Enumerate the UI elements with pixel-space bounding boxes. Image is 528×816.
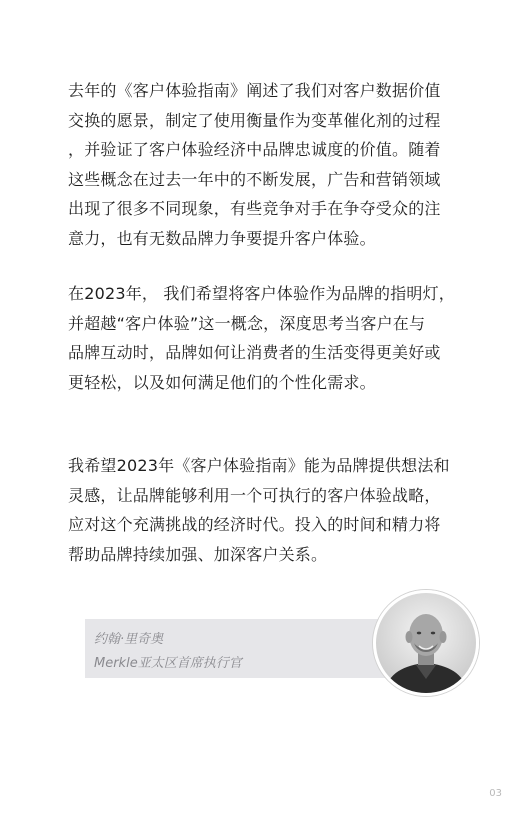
paragraph-line: 交换的愿景，制定了使用衡量作为变革催化剂的过程 [68,110,441,130]
signature-title: Merkle亚太区首席执行官 [94,656,242,671]
person-portrait-icon [376,593,476,693]
paragraph-line: 帮助品牌持续加强、加深客户关系。 [68,544,328,564]
paragraph-1 [68,76,468,253]
paragraph-line: 在2023年， 我们希望将客户体验作为品牌的指明灯， [68,284,456,303]
paragraph-line: 这些概念在过去一年中的不断发展，广告和营销领域 [68,169,441,189]
paragraph-line: 去年的《客户体验指南》阐述了我们对客户数据价值 [68,81,441,100]
paragraph-3 [68,451,468,569]
paragraph-line: 品牌互动时，品牌如何让消费者的生活变得更美好或 [68,343,441,362]
paragraph-line: 我希望2023年《客户体验指南》能为品牌提供想法和 [68,456,450,475]
paragraph-line: 更轻松，以及如何满足他们的个性化需求。 [68,372,376,392]
paragraph-2 [68,279,468,397]
paragraph-line: 应对这个充满挑战的经济时代。投入的时间和精力将 [68,515,441,534]
signature-name: 约翰·里奇奥 [94,632,164,647]
paragraph-line: 灵感，让品牌能够利用一个可执行的客户体验战略， [68,485,441,505]
paragraph-line: 并超越“客户体验”这一概念，深度思考当客户在与 [68,313,426,333]
paragraph-line: 出现了很多不同现象，有些竞争对手在争夺受众的注 [68,199,441,218]
paragraph-line: 意力，也有无数品牌力争要提升客户体验。 [68,228,376,248]
page-number: 03 [489,788,502,799]
paragraph-line: ，并验证了客户体验经济中品牌忠诚度的价值。随着 [68,140,441,159]
author-portrait [373,590,479,696]
